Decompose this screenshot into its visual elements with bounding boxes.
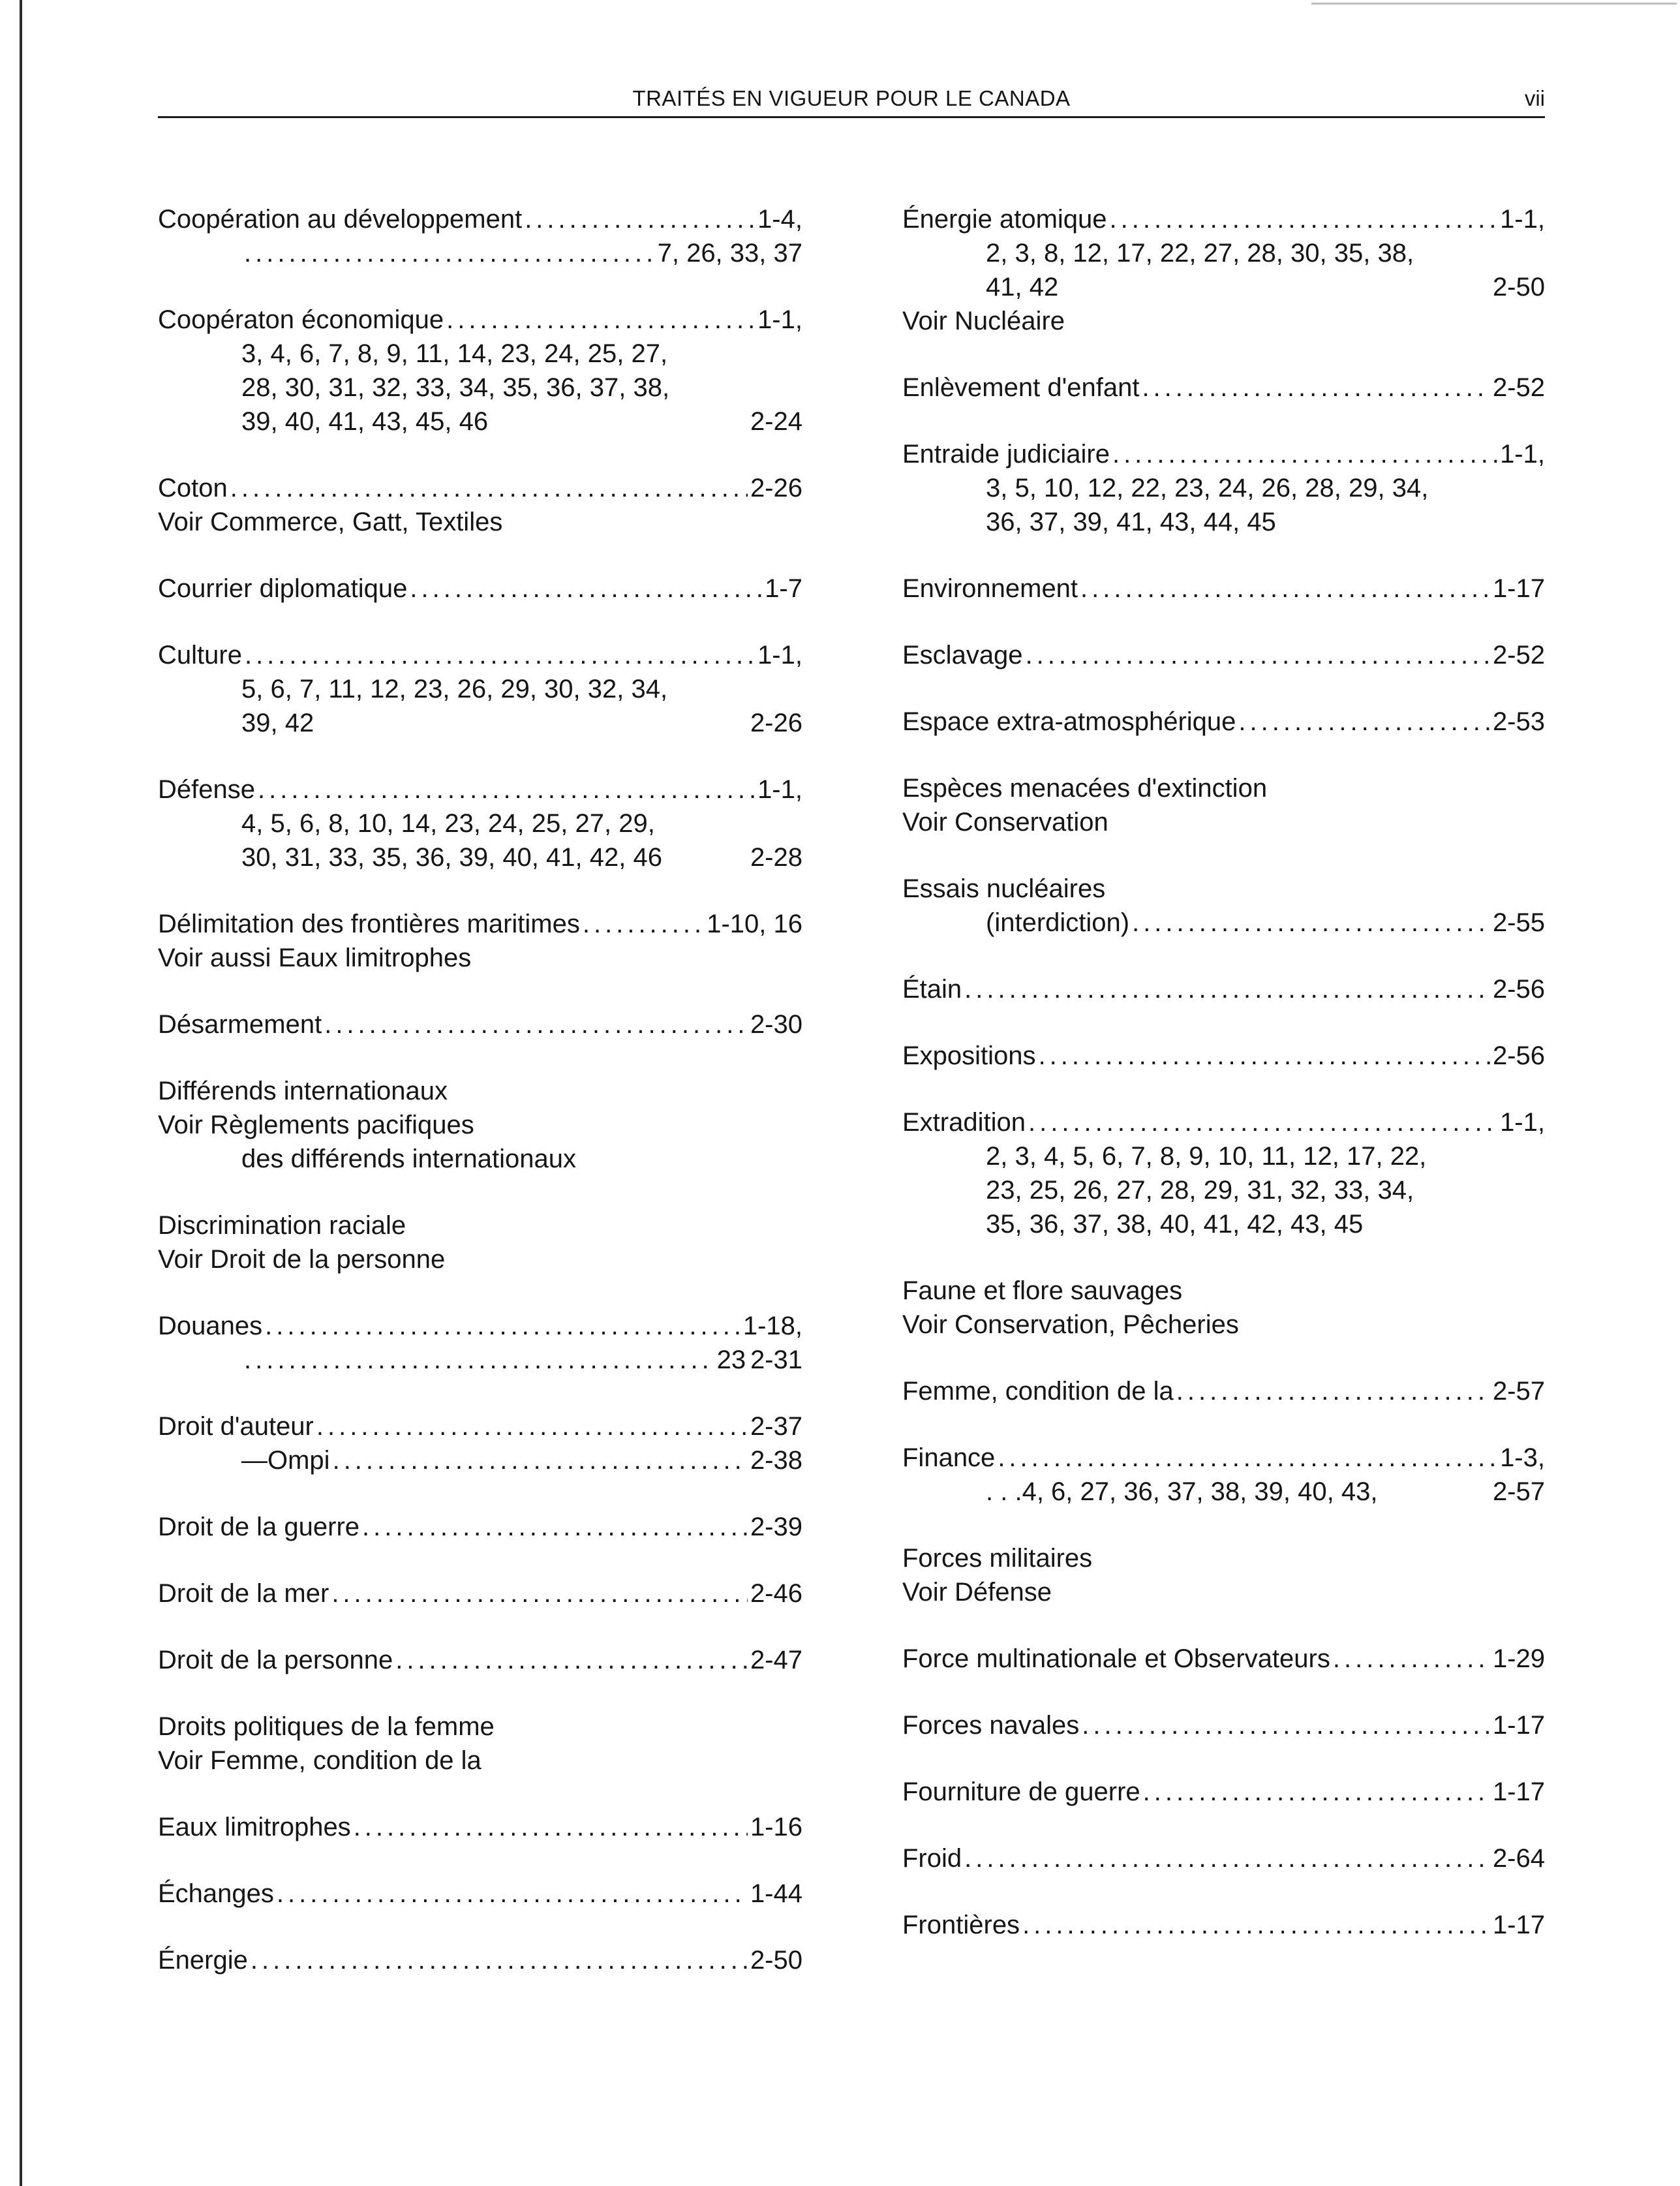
page-reference: 2-52 — [1492, 641, 1545, 670]
index-entry — [158, 773, 802, 874]
index-line — [158, 1242, 802, 1276]
dot-leader — [316, 1409, 748, 1443]
page-reference: 1-16 — [750, 1813, 802, 1841]
index-term: Enlèvement d'enfant — [902, 373, 1140, 402]
index-text: 3, 4, 6, 7, 8, 9, 11, 14, 23, 24, 25, 27, — [241, 339, 668, 368]
index-entry — [158, 1877, 802, 1911]
index-text: Espèces menacées d'extinction — [902, 774, 1268, 803]
page-reference: 2-39 — [750, 1513, 802, 1541]
page-reference: 2-24 — [750, 407, 802, 436]
index-term: (interdiction) — [986, 908, 1130, 937]
index-entry — [902, 972, 1545, 1006]
index-line — [158, 471, 802, 505]
index-entry — [902, 1841, 1545, 1875]
index-line — [158, 202, 802, 236]
page-reference: 2-38 — [750, 1446, 802, 1475]
index-subline — [158, 706, 802, 740]
index-term: Extradition — [902, 1108, 1026, 1137]
page-reference: 1-3, — [1500, 1443, 1545, 1472]
index-text: Voir Droit de la personne — [158, 1245, 446, 1274]
index-line — [902, 705, 1545, 739]
index-line — [902, 202, 1545, 236]
index-entry — [902, 705, 1545, 739]
page-reference: 2-52 — [1492, 373, 1545, 402]
index-text: . . .4, 6, 27, 36, 37, 38, 39, 40, 43, — [986, 1477, 1378, 1506]
page-reference: 1-1, — [1500, 205, 1545, 234]
index-term: Expositions — [902, 1041, 1036, 1070]
index-entry — [158, 1208, 802, 1276]
dot-leader — [964, 972, 1490, 1006]
dot-leader — [1238, 705, 1490, 739]
dot-leader — [1039, 1039, 1490, 1073]
running-title: TRAITÉS EN VIGUEUR POUR LE CANADA — [632, 86, 1071, 110]
page-reference: 2-64 — [1492, 1844, 1545, 1873]
index-column-right — [902, 202, 1545, 1975]
index-subline — [158, 672, 802, 706]
index-line — [158, 773, 802, 807]
index-line — [902, 1274, 1545, 1308]
index-text: des différends internationaux — [241, 1145, 576, 1173]
index-entry — [902, 1775, 1545, 1809]
index-line — [158, 1074, 802, 1108]
index-subline — [902, 505, 1545, 539]
index-line — [902, 1541, 1545, 1575]
index-term: Droit de la guerre — [158, 1513, 360, 1541]
index-subline — [158, 1343, 802, 1377]
index-term: Défense — [158, 775, 255, 804]
index-line — [158, 1108, 802, 1142]
index-text: 39, 40, 41, 43, 45, 46 — [241, 407, 489, 436]
index-line — [902, 1775, 1545, 1809]
index-term: Environnement — [902, 574, 1078, 603]
index-term: Forces navales — [902, 1711, 1080, 1740]
index-entry — [902, 437, 1545, 539]
index-text: 39, 42 — [241, 709, 314, 737]
dot-leader — [395, 1643, 748, 1677]
page-reference: 1-17 — [1492, 1778, 1545, 1806]
index-subline — [902, 1207, 1545, 1241]
index-subline — [902, 1173, 1545, 1207]
index-term: Espace extra-atmosphérique — [902, 707, 1236, 736]
dot-leader — [244, 236, 655, 270]
index-entry — [158, 1309, 802, 1377]
index-entry — [902, 1908, 1545, 1942]
dot-leader — [1176, 1374, 1490, 1408]
index-line — [158, 1810, 802, 1844]
index-subline — [158, 236, 802, 270]
dot-leader — [998, 1441, 1497, 1475]
index-line — [158, 638, 802, 672]
index-text: Différends internationaux — [158, 1077, 448, 1105]
dot-leader — [265, 1309, 741, 1343]
index-text: 28, 30, 31, 32, 33, 34, 35, 36, 37, 38, — [241, 373, 670, 402]
dot-leader — [1143, 1775, 1490, 1809]
index-text: 5, 6, 7, 11, 12, 23, 26, 29, 30, 32, 34, — [241, 675, 668, 703]
index-entry — [158, 303, 802, 439]
page-reference: 2-28 — [750, 843, 802, 872]
dot-leader — [251, 1943, 748, 1977]
index-term: Désarmement — [158, 1010, 322, 1039]
index-term: Force multinationale et Observateurs — [902, 1644, 1330, 1673]
page-reference: 7, 26, 33, 37 — [657, 239, 802, 268]
page-reference: 1-1, — [1500, 440, 1545, 469]
index-entry — [158, 1409, 802, 1477]
index-text: 30, 31, 33, 35, 36, 39, 40, 41, 42, 46 — [241, 843, 662, 872]
page-reference: 2-47 — [750, 1646, 802, 1674]
index-line — [902, 1708, 1545, 1742]
index-line — [902, 1841, 1545, 1875]
index-text: Voir Conservation, Pêcheries — [902, 1310, 1239, 1339]
index-line — [158, 1710, 802, 1744]
index-term: Eaux limitrophes — [158, 1813, 351, 1841]
index-term: Coton — [158, 474, 228, 502]
index-line — [158, 1008, 802, 1041]
index-line — [158, 1208, 802, 1242]
page-reference: 2-55 — [1492, 908, 1545, 937]
index-line — [158, 1643, 802, 1677]
scan-edge-line — [20, 0, 22, 2186]
index-term: Finance — [902, 1443, 996, 1472]
index-text: Voir Conservation — [902, 808, 1108, 837]
index-term: Droit de la mer — [158, 1579, 329, 1608]
page-reference: 1-18, — [742, 1312, 802, 1340]
index-text: Discrimination raciale — [158, 1211, 406, 1240]
dot-leader — [258, 773, 755, 807]
index-entry — [902, 1642, 1545, 1676]
dot-leader — [230, 471, 748, 505]
page-reference: 2-53 — [1492, 707, 1545, 736]
index-line — [158, 941, 802, 975]
index-subline — [902, 236, 1545, 270]
page-reference: 1-1, — [757, 305, 802, 334]
index-term: Coopération au développement — [158, 205, 523, 234]
dot-leader — [354, 1810, 748, 1844]
index-entry — [902, 202, 1545, 338]
index-entry — [902, 371, 1545, 405]
dot-leader — [1082, 1708, 1490, 1742]
index-term: Droit de la personne — [158, 1646, 393, 1674]
index-term: Froid — [902, 1844, 962, 1873]
index-term: Esclavage — [902, 641, 1023, 670]
index-entry — [158, 1943, 802, 1977]
index-text: 35, 36, 37, 38, 40, 41, 42, 43, 45 — [986, 1210, 1364, 1239]
index-text: Voir Règlements pacifiques — [158, 1111, 474, 1139]
page-reference: 2-37 — [750, 1412, 802, 1441]
index-line — [902, 1308, 1545, 1342]
index-entry — [902, 1708, 1545, 1742]
index-line — [902, 437, 1545, 471]
scan-top-line — [1311, 3, 1677, 5]
index-subline — [158, 840, 802, 874]
index-line — [902, 872, 1545, 906]
page-reference: 2-57 — [1492, 1377, 1545, 1406]
index-line — [902, 638, 1545, 672]
index-entry — [902, 1039, 1545, 1073]
index-column-left — [158, 202, 802, 2010]
index-entry — [902, 1105, 1545, 1241]
index-line — [158, 1744, 802, 1778]
page-reference: 1-4, — [757, 205, 802, 234]
dot-leader — [1132, 906, 1490, 940]
index-text: 36, 37, 39, 41, 43, 44, 45 — [986, 508, 1276, 536]
index-term: Énergie — [158, 1946, 248, 1975]
index-entry — [158, 1643, 802, 1677]
dot-leader — [446, 303, 755, 337]
index-entry — [158, 572, 802, 606]
index-entry — [158, 907, 802, 975]
index-text: Voir aussi Eaux limitrophes — [158, 944, 472, 972]
page-reference: 1-7 — [765, 574, 802, 603]
index-entry — [902, 771, 1545, 839]
index-line — [902, 572, 1545, 606]
index-entry — [158, 1510, 802, 1544]
index-term: Fourniture de guerre — [902, 1778, 1140, 1806]
index-subline — [902, 1139, 1545, 1173]
dot-leader — [1142, 371, 1490, 405]
index-entry — [158, 1810, 802, 1844]
index-entry — [158, 1710, 802, 1778]
index-line — [158, 1309, 802, 1343]
index-term: Droit d'auteur — [158, 1412, 314, 1441]
index-line — [158, 1877, 802, 1911]
index-subline — [158, 405, 802, 439]
index-line — [902, 1105, 1545, 1139]
dot-leader — [245, 638, 755, 672]
index-subline — [902, 270, 1545, 304]
index-entry — [902, 1541, 1545, 1609]
page-reference: 2-26 — [750, 709, 802, 737]
page-reference: 2-56 — [1492, 1041, 1545, 1070]
index-line — [158, 572, 802, 606]
index-text: 3, 5, 10, 12, 22, 23, 24, 26, 28, 29, 34, — [986, 474, 1429, 502]
page-reference: 2-50 — [1492, 273, 1545, 301]
page-reference: 1-10, 16 — [707, 910, 802, 938]
dot-leader — [277, 1877, 748, 1911]
index-text: Faune et flore sauvages — [902, 1276, 1183, 1305]
index-term: Énergie atomique — [902, 205, 1107, 234]
index-line — [902, 805, 1545, 839]
index-line — [902, 304, 1545, 338]
index-entry — [902, 872, 1545, 940]
dot-leader — [333, 1443, 748, 1477]
index-term: Coopératon économique — [158, 305, 444, 334]
page-reference: 1-17 — [1492, 1911, 1545, 1939]
page-reference: 1-1, — [1500, 1108, 1545, 1137]
index-line — [902, 1642, 1545, 1676]
index-entry — [158, 1577, 802, 1610]
dot-leader — [1112, 437, 1497, 471]
dot-leader — [1028, 1105, 1497, 1139]
index-line — [158, 1577, 802, 1610]
index-subline — [158, 1443, 802, 1477]
index-term: Femme, condition de la — [902, 1377, 1174, 1406]
index-line — [158, 1409, 802, 1443]
index-text: 41, 42 — [986, 273, 1059, 301]
page-reference: 2-50 — [750, 1946, 802, 1975]
dot-leader — [1026, 638, 1490, 672]
index-line — [158, 907, 802, 941]
index-subline — [158, 807, 802, 840]
page-number: vii — [1524, 86, 1545, 110]
index-entry — [902, 1274, 1545, 1342]
index-line — [158, 303, 802, 337]
index-subline — [158, 1142, 802, 1176]
index-text: Voir Nucléaire — [902, 307, 1065, 335]
index-line — [158, 1943, 802, 1977]
index-text: Forces militaires — [902, 1544, 1093, 1573]
dot-leader — [362, 1510, 748, 1544]
dot-leader — [324, 1008, 748, 1041]
index-text: Voir Femme, condition de la — [158, 1746, 481, 1775]
dot-leader — [964, 1841, 1490, 1875]
index-line — [902, 1575, 1545, 1609]
index-entry — [158, 1008, 802, 1041]
page-reference: 2-57 — [1492, 1477, 1545, 1506]
index-term: Entraide judiciaire — [902, 440, 1110, 469]
index-term: Douanes — [158, 1312, 263, 1340]
dot-leader — [410, 572, 762, 606]
page-reference: 1-44 — [750, 1879, 802, 1908]
index-subline — [158, 337, 802, 371]
dot-leader — [1110, 202, 1498, 236]
index-term: Courrier diplomatique — [158, 574, 408, 603]
index-term: —Ompi — [241, 1446, 330, 1475]
page-header — [158, 77, 1545, 118]
index-subline — [902, 1475, 1545, 1509]
dot-leader — [244, 1343, 714, 1377]
index-term: Frontières — [902, 1911, 1020, 1939]
dot-leader — [331, 1577, 748, 1610]
index-term: Étain — [902, 975, 962, 1004]
index-subline — [158, 371, 802, 405]
index-text: 4, 5, 6, 8, 10, 14, 23, 24, 25, 27, 29, — [241, 809, 655, 838]
page-reference: 1-17 — [1492, 574, 1545, 603]
index-line — [158, 1510, 802, 1544]
page-reference: 2-30 — [750, 1010, 802, 1039]
index-entry — [158, 202, 802, 270]
page-reference: 1-1, — [757, 641, 802, 670]
index-subline — [902, 906, 1545, 940]
index-line — [902, 1039, 1545, 1073]
dot-leader — [1022, 1908, 1490, 1942]
page-reference: 1-17 — [1492, 1711, 1545, 1740]
page-reference: 2-46 — [750, 1579, 802, 1608]
page-reference: 2-31 — [750, 1346, 802, 1374]
index-text: 2, 3, 8, 12, 17, 22, 27, 28, 30, 35, 38, — [986, 239, 1414, 268]
index-entry — [158, 638, 802, 740]
page-reference: 2-26 — [750, 474, 802, 502]
index-entry — [158, 1074, 802, 1176]
index-entry — [902, 638, 1545, 672]
index-line — [902, 972, 1545, 1006]
index-line — [902, 1908, 1545, 1942]
page-reference: 23 — [716, 1346, 746, 1374]
page-reference: 2-56 — [1492, 975, 1545, 1004]
index-term: Délimitation des frontières maritimes — [158, 910, 580, 938]
index-text: 23, 25, 26, 27, 28, 29, 31, 32, 33, 34, — [986, 1176, 1414, 1205]
index-line — [902, 371, 1545, 405]
index-text: Droits politiques de la femme — [158, 1712, 495, 1741]
index-text: 2, 3, 4, 5, 6, 7, 8, 9, 10, 11, 12, 17, 22, — [986, 1142, 1427, 1171]
index-entry — [902, 1441, 1545, 1509]
index-line — [902, 771, 1545, 805]
index-text: Voir Défense — [902, 1578, 1052, 1607]
page-reference: 1-1, — [757, 775, 802, 804]
index-subline — [902, 471, 1545, 505]
index-line — [902, 1441, 1545, 1475]
index-text: Essais nucléaires — [902, 874, 1106, 903]
index-entry — [902, 572, 1545, 606]
index-term: Échanges — [158, 1879, 274, 1908]
dot-leader — [1080, 572, 1490, 606]
dot-leader — [1333, 1642, 1490, 1676]
index-line — [158, 505, 802, 539]
index-text: Voir Commerce, Gatt, Textiles — [158, 508, 503, 536]
page-reference: 1-29 — [1492, 1644, 1545, 1673]
index-entry — [158, 471, 802, 539]
dot-leader — [525, 202, 755, 236]
dot-leader — [583, 907, 704, 941]
index-entry — [902, 1374, 1545, 1408]
index-line — [902, 1374, 1545, 1408]
index-term: Culture — [158, 641, 242, 670]
